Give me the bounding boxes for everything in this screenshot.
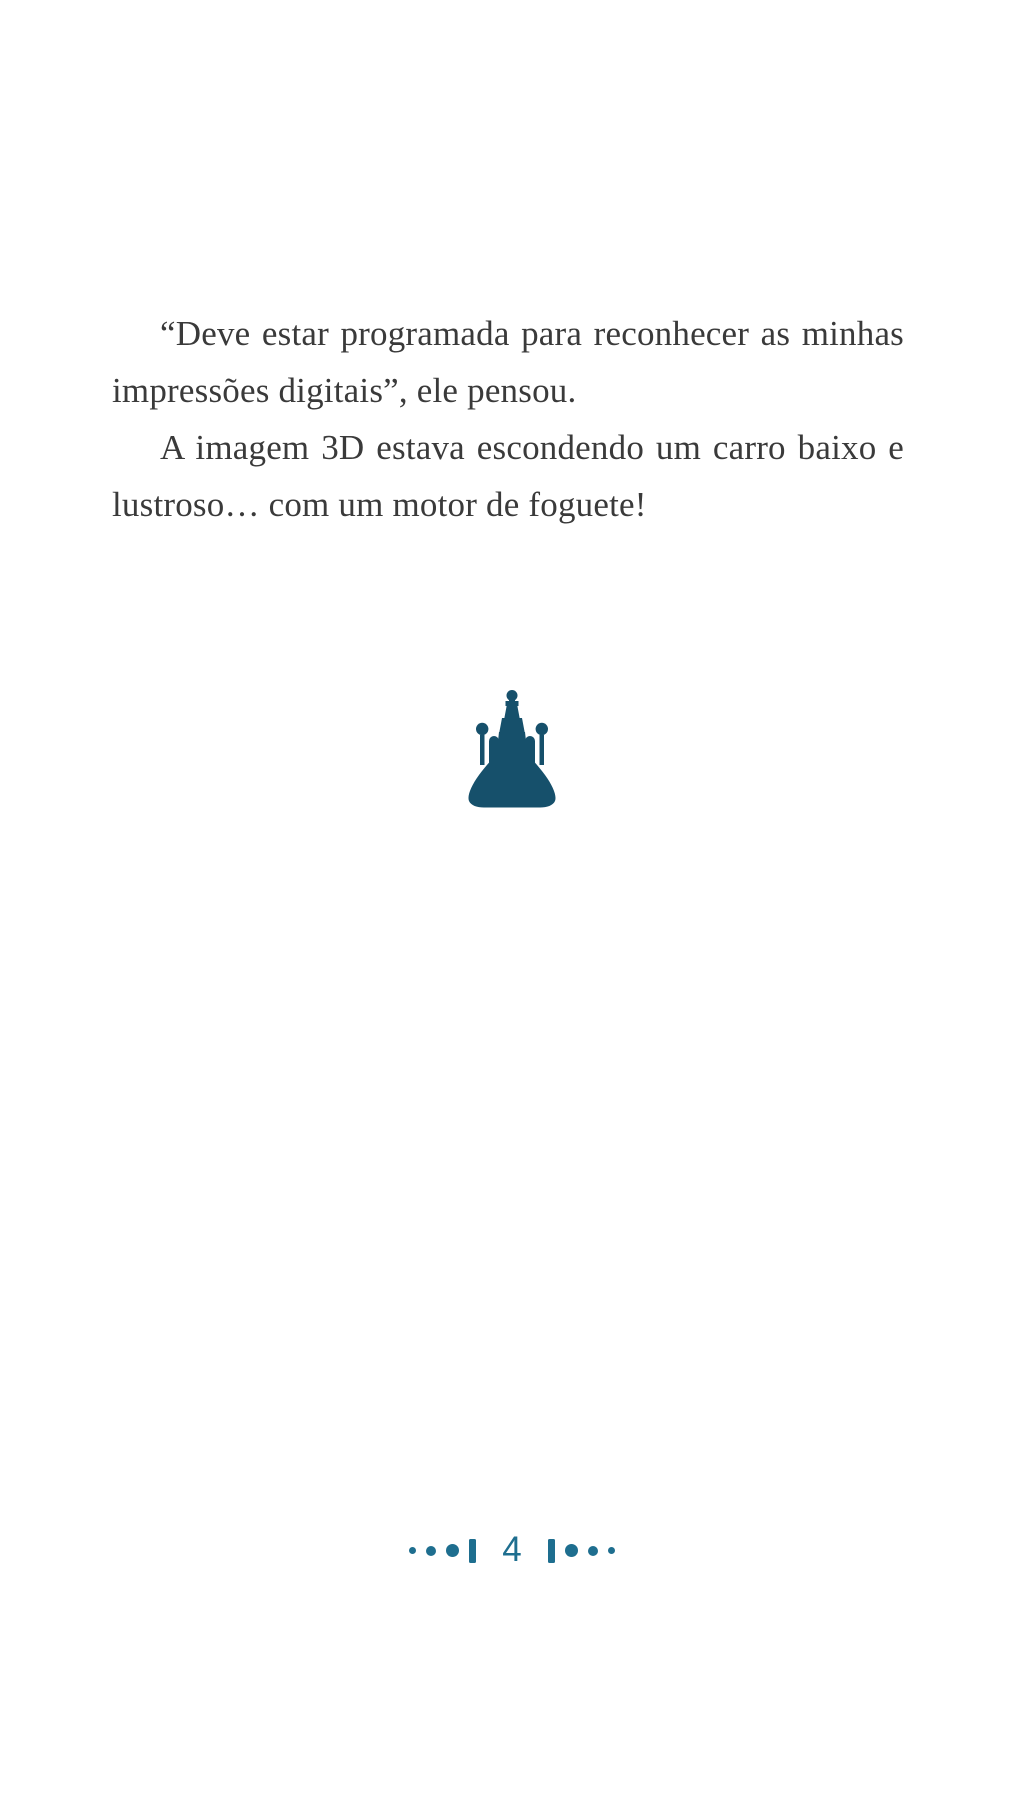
paragraph-1: “Deve estar programada para reconhecer as minhas impressões digitais”, ele pensou. <box>112 314 904 410</box>
ornament-bar-left <box>469 1539 476 1563</box>
ornament-dot-large-left <box>446 1544 459 1557</box>
paragraph-2: A imagem 3D estava escondendo um carro baixo e lustroso… com um motor de foguete! <box>112 428 904 524</box>
ornament-bar-right <box>548 1539 555 1563</box>
story-text <box>112 305 904 533</box>
ornament-dot-medium-right <box>588 1546 598 1556</box>
page-footer <box>0 1530 1024 1569</box>
ornament-dot-small-left <box>409 1547 416 1554</box>
ornament-dot-medium-left <box>426 1546 436 1556</box>
ornament-dot-large-right <box>565 1544 578 1557</box>
page-number: 4 <box>502 1530 522 1569</box>
ornament-dot-small-right <box>608 1547 615 1554</box>
castle-silhouette-icon <box>464 688 560 808</box>
